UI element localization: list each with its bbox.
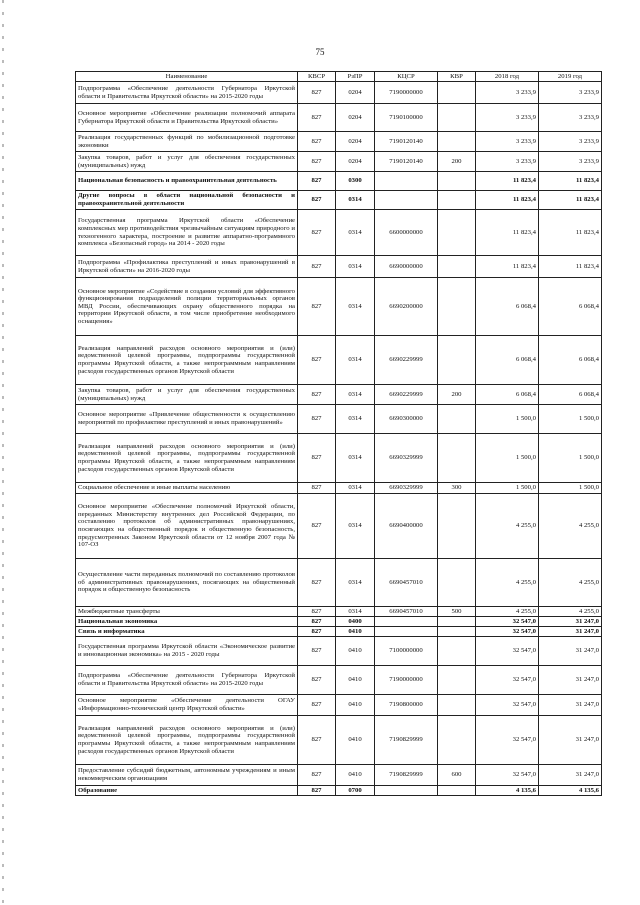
header-name: Наименование: [76, 72, 298, 82]
table-row: [76, 716, 602, 765]
cell-name: Подпрограмма «Профилактика преступлений и иных правонарушений в Иркутской области» на 2016-2020 годы: [76, 256, 298, 278]
table-row: [76, 559, 602, 607]
cell-kvr: [438, 278, 476, 336]
cell-name: Закупка товаров, работ и услуг для обеспечения государственных (муниципальных) нужд: [76, 385, 298, 405]
cell-kvsr: 827: [298, 716, 336, 765]
cell-kcsr: 6690457010: [375, 607, 438, 617]
cell-2019: 31 247,0: [539, 627, 602, 637]
cell-name: Межбюджетные трансферты: [76, 607, 298, 617]
cell-kvsr: 827: [298, 483, 336, 494]
cell-2019: 11 823,4: [539, 172, 602, 191]
cell-name: Осуществление части переданных полномочий по составлению протоколов об административных правонарушениях, посягающих на общественный порядок и общественную безопасность: [76, 559, 298, 607]
cell-2018: 6 068,4: [476, 385, 539, 405]
cell-2018: 3 233,9: [476, 132, 539, 152]
cell-rzpr: 0314: [336, 385, 375, 405]
cell-rzpr: 0314: [336, 210, 375, 256]
cell-name: Социальное обеспечение и иные выплаты населению: [76, 483, 298, 494]
cell-rzpr: 0204: [336, 82, 375, 104]
cell-2019: 31 247,0: [539, 637, 602, 666]
cell-kvsr: 827: [298, 172, 336, 191]
cell-rzpr: 0410: [336, 765, 375, 786]
cell-kcsr: 7100000000: [375, 637, 438, 666]
cell-name: Другие вопросы в области национальной безопасности и правоохранительной деятельности: [76, 191, 298, 210]
cell-kvr: [438, 494, 476, 559]
cell-name: Предоставление субсидий бюджетным, автономным учреждениям и иным некоммерческим организациям: [76, 765, 298, 786]
cell-rzpr: 0314: [336, 278, 375, 336]
cell-kvsr: 827: [298, 695, 336, 716]
cell-kcsr: 6690229999: [375, 385, 438, 405]
cell-kvsr: 827: [298, 152, 336, 172]
table-row: [76, 104, 602, 132]
table-row: [76, 786, 602, 796]
cell-2019: 6 068,4: [539, 278, 602, 336]
cell-kvsr: 827: [298, 434, 336, 483]
cell-name: Основное мероприятие «Обеспечение деятельности ОГАУ «Информационно-технический центр Иркутской области»: [76, 695, 298, 716]
cell-rzpr: 0314: [336, 559, 375, 607]
cell-rzpr: 0314: [336, 434, 375, 483]
table-row: [76, 695, 602, 716]
budget-table: [75, 71, 602, 796]
table-row: [76, 494, 602, 559]
cell-kvr: 500: [438, 607, 476, 617]
cell-2018: 32 547,0: [476, 637, 539, 666]
cell-name: Подпрограмма «Обеспечение деятельности Губернатора Иркутской области и Правительства Иркутской области» на 2015-2020 годы: [76, 82, 298, 104]
cell-name: Закупка товаров, работ и услуг для обеспечения государственных (муниципальных) нужд: [76, 152, 298, 172]
cell-name: Основное мероприятие «Обеспечение полномочий Иркутской области, переданных Министерству внутренних дел Российской Федерации, по составлению протоколов об административных правонарушениях, посягающих на общественный порядок и общественную безопасность, предусмотренных Законом Иркутской области от 12 ноября 2007 года № 107-ОЗ: [76, 494, 298, 559]
cell-rzpr: 0410: [336, 637, 375, 666]
table-row: [76, 82, 602, 104]
cell-2018: 4 255,0: [476, 494, 539, 559]
cell-name: Подпрограмма «Обеспечение деятельности Губернатора Иркутской области и Правительства Иркутской области» на 2015-2020 годы: [76, 666, 298, 695]
cell-kvsr: 827: [298, 617, 336, 627]
cell-rzpr: 0314: [336, 483, 375, 494]
cell-kcsr: 6690000000: [375, 256, 438, 278]
cell-kvr: 200: [438, 152, 476, 172]
table-row: [76, 132, 602, 152]
cell-kvr: [438, 405, 476, 434]
cell-kvsr: 827: [298, 104, 336, 132]
cell-2018: 11 823,4: [476, 172, 539, 191]
header-rzpr: РзПР: [336, 72, 375, 82]
cell-name: Связь и информатика: [76, 627, 298, 637]
cell-2019: 4 255,0: [539, 494, 602, 559]
cell-2018: 1 500,0: [476, 434, 539, 483]
cell-rzpr: 0314: [336, 607, 375, 617]
table-row: [76, 765, 602, 786]
cell-kcsr: 7190829999: [375, 765, 438, 786]
cell-2018: 1 500,0: [476, 405, 539, 434]
cell-rzpr: 0410: [336, 627, 375, 637]
cell-2018: 3 233,9: [476, 152, 539, 172]
cell-2019: 11 823,4: [539, 256, 602, 278]
cell-rzpr: 0314: [336, 405, 375, 434]
cell-kvsr: 827: [298, 405, 336, 434]
cell-2019: 31 247,0: [539, 716, 602, 765]
cell-kvr: [438, 695, 476, 716]
table-row: [76, 666, 602, 695]
cell-kcsr: 6690300000: [375, 405, 438, 434]
cell-kvr: [438, 434, 476, 483]
cell-kvsr: 827: [298, 256, 336, 278]
cell-kcsr: 7190100000: [375, 104, 438, 132]
cell-2019: 6 068,4: [539, 336, 602, 385]
cell-rzpr: 0314: [336, 494, 375, 559]
table-row: [76, 256, 602, 278]
cell-kvsr: 827: [298, 494, 336, 559]
cell-2019: 11 823,4: [539, 191, 602, 210]
cell-2018: 3 233,9: [476, 82, 539, 104]
cell-2019: 1 500,0: [539, 405, 602, 434]
cell-kvsr: 827: [298, 210, 336, 256]
table-row: [76, 483, 602, 494]
cell-rzpr: 0300: [336, 172, 375, 191]
cell-2018: 32 547,0: [476, 765, 539, 786]
cell-kvr: [438, 786, 476, 796]
cell-2018: 6 068,4: [476, 336, 539, 385]
cell-2018: 32 547,0: [476, 666, 539, 695]
cell-name: Реализация направлений расходов основного мероприятия и (или) ведомственной целевой программы, подпрограммы государственной программы Иркутской области, а также непрограммным направлениям расходов государственных органов Иркутской области: [76, 434, 298, 483]
cell-2019: 4 255,0: [539, 607, 602, 617]
cell-kvr: [438, 132, 476, 152]
table-row: [76, 627, 602, 637]
cell-rzpr: 0314: [336, 256, 375, 278]
cell-rzpr: 0410: [336, 666, 375, 695]
header-kvsr: КВСР: [298, 72, 336, 82]
cell-kcsr: 6690229999: [375, 336, 438, 385]
table-header-row: [76, 72, 602, 82]
header-year-2019: 2019 год: [539, 72, 602, 82]
cell-name: Основное мероприятие «Содействие в создании условий для эффективного функционирования подразделений полиции территориальных органов МВД России, обеспечивающих охрану общественного порядка на территории Иркутской области, в том числе приобретение необходимого оснащения»: [76, 278, 298, 336]
cell-kvr: [438, 104, 476, 132]
cell-rzpr: 0314: [336, 191, 375, 210]
cell-kvsr: 827: [298, 132, 336, 152]
cell-2019: 3 233,9: [539, 104, 602, 132]
table-row: [76, 152, 602, 172]
table-body: [76, 82, 602, 796]
cell-kvr: 600: [438, 765, 476, 786]
cell-2019: 31 247,0: [539, 666, 602, 695]
cell-kvr: [438, 210, 476, 256]
cell-kcsr: [375, 191, 438, 210]
cell-kvr: [438, 336, 476, 385]
table-row: [76, 617, 602, 627]
cell-name: Государственная программа Иркутской области «Обеспечение комплексных мер противодействия чрезвычайным ситуациям природного и техногенного характера, построение и развитие аппаратно-программного комплекса «Безопасный город» на 2014 - 2020 годы: [76, 210, 298, 256]
cell-kvsr: 827: [298, 627, 336, 637]
cell-kcsr: 6690329999: [375, 483, 438, 494]
cell-kvr: [438, 716, 476, 765]
cell-kvsr: 827: [298, 336, 336, 385]
cell-kvsr: 827: [298, 82, 336, 104]
cell-2018: 6 068,4: [476, 278, 539, 336]
cell-2018: 32 547,0: [476, 716, 539, 765]
header-kcsr: КЦСР: [375, 72, 438, 82]
cell-2019: 4 135,6: [539, 786, 602, 796]
cell-name: Основное мероприятие «Обеспечение реализации полномочий аппарата Губернатора Иркутской области и Правительства Иркутской области»: [76, 104, 298, 132]
scan-margin-edge: [2, 0, 4, 905]
cell-rzpr: 0314: [336, 336, 375, 385]
table-row: [76, 210, 602, 256]
cell-kvr: [438, 617, 476, 627]
table-row: [76, 278, 602, 336]
cell-2019: 1 500,0: [539, 434, 602, 483]
cell-name: Реализация государственных функций по мобилизационной подготовке экономики: [76, 132, 298, 152]
cell-kcsr: [375, 617, 438, 627]
table-row: [76, 385, 602, 405]
page-number: 75: [315, 47, 325, 57]
table-row: [76, 336, 602, 385]
cell-kcsr: 7190800000: [375, 695, 438, 716]
cell-kvr: [438, 191, 476, 210]
cell-kcsr: 7190120140: [375, 132, 438, 152]
cell-kvr: [438, 627, 476, 637]
cell-name: Образование: [76, 786, 298, 796]
cell-kvr: [438, 256, 476, 278]
cell-kvsr: 827: [298, 385, 336, 405]
table-row: [76, 172, 602, 191]
cell-name: Реализация направлений расходов основного мероприятия и (или) ведомственной целевой программы, подпрограммы государственной программы Иркутской области, а также непрограммным направлениям расходов государственных органов Иркутской области: [76, 716, 298, 765]
cell-2018: 32 547,0: [476, 695, 539, 716]
cell-2018: 32 547,0: [476, 617, 539, 627]
cell-rzpr: 0204: [336, 104, 375, 132]
cell-2018: 11 823,4: [476, 210, 539, 256]
cell-kvr: [438, 666, 476, 695]
cell-2018: 3 233,9: [476, 104, 539, 132]
cell-2018: 11 823,4: [476, 191, 539, 210]
cell-2018: 32 547,0: [476, 627, 539, 637]
cell-name: Национальная экономика: [76, 617, 298, 627]
header-year-2018: 2018 год: [476, 72, 539, 82]
cell-rzpr: 0204: [336, 152, 375, 172]
cell-rzpr: 0410: [336, 716, 375, 765]
cell-kcsr: [375, 786, 438, 796]
cell-kvr: [438, 172, 476, 191]
cell-2019: 3 233,9: [539, 152, 602, 172]
cell-2019: 3 233,9: [539, 132, 602, 152]
cell-kvr: [438, 82, 476, 104]
cell-kcsr: 7190120140: [375, 152, 438, 172]
cell-2019: 4 255,0: [539, 559, 602, 607]
cell-kcsr: 7190829999: [375, 716, 438, 765]
cell-2018: 1 500,0: [476, 483, 539, 494]
cell-kvsr: 827: [298, 607, 336, 617]
table-row: [76, 191, 602, 210]
cell-kvsr: 827: [298, 278, 336, 336]
cell-2019: 1 500,0: [539, 483, 602, 494]
table-row: [76, 405, 602, 434]
cell-name: Государственная программа Иркутской области «Экономическое развитие и инновационная экономика» на 2015 - 2020 годы: [76, 637, 298, 666]
cell-kcsr: 6690329999: [375, 434, 438, 483]
cell-kvsr: 827: [298, 666, 336, 695]
cell-2019: 3 233,9: [539, 82, 602, 104]
table-row: [76, 637, 602, 666]
cell-rzpr: 0700: [336, 786, 375, 796]
cell-2018: 4 135,6: [476, 786, 539, 796]
cell-kvsr: 827: [298, 786, 336, 796]
cell-kvsr: 827: [298, 765, 336, 786]
cell-kcsr: 6690200000: [375, 278, 438, 336]
cell-kvr: 300: [438, 483, 476, 494]
cell-kcsr: 7190000000: [375, 666, 438, 695]
cell-2018: 4 255,0: [476, 607, 539, 617]
cell-2018: 11 823,4: [476, 256, 539, 278]
cell-kvr: [438, 559, 476, 607]
cell-kvsr: 827: [298, 191, 336, 210]
cell-2019: 31 247,0: [539, 765, 602, 786]
cell-2019: 6 068,4: [539, 385, 602, 405]
cell-kvsr: 827: [298, 637, 336, 666]
cell-rzpr: 0400: [336, 617, 375, 627]
cell-2019: 11 823,4: [539, 210, 602, 256]
cell-kcsr: [375, 627, 438, 637]
cell-kcsr: [375, 172, 438, 191]
cell-kvr: 200: [438, 385, 476, 405]
table-row: [76, 607, 602, 617]
cell-2019: 31 247,0: [539, 695, 602, 716]
cell-2018: 4 255,0: [476, 559, 539, 607]
cell-kvr: [438, 637, 476, 666]
cell-kcsr: 6690400000: [375, 494, 438, 559]
cell-kcsr: 7190000000: [375, 82, 438, 104]
cell-kcsr: 6690457010: [375, 559, 438, 607]
cell-kvsr: 827: [298, 559, 336, 607]
cell-2019: 31 247,0: [539, 617, 602, 627]
cell-name: Национальная безопасность и правоохранительная деятельность: [76, 172, 298, 191]
header-kvr: КВР: [438, 72, 476, 82]
cell-kcsr: 6600000000: [375, 210, 438, 256]
cell-rzpr: 0410: [336, 695, 375, 716]
table-row: [76, 434, 602, 483]
cell-rzpr: 0204: [336, 132, 375, 152]
cell-name: Реализация направлений расходов основного мероприятия и (или) ведомственной целевой программы, подпрограммы государственной программы Иркутской области, а также непрограммным направлениям расходов государственных органов Иркутской области: [76, 336, 298, 385]
cell-name: Основное мероприятие «Привлечение общественности к осуществлению мероприятий по профилактике преступлений и иных правонарушений»: [76, 405, 298, 434]
